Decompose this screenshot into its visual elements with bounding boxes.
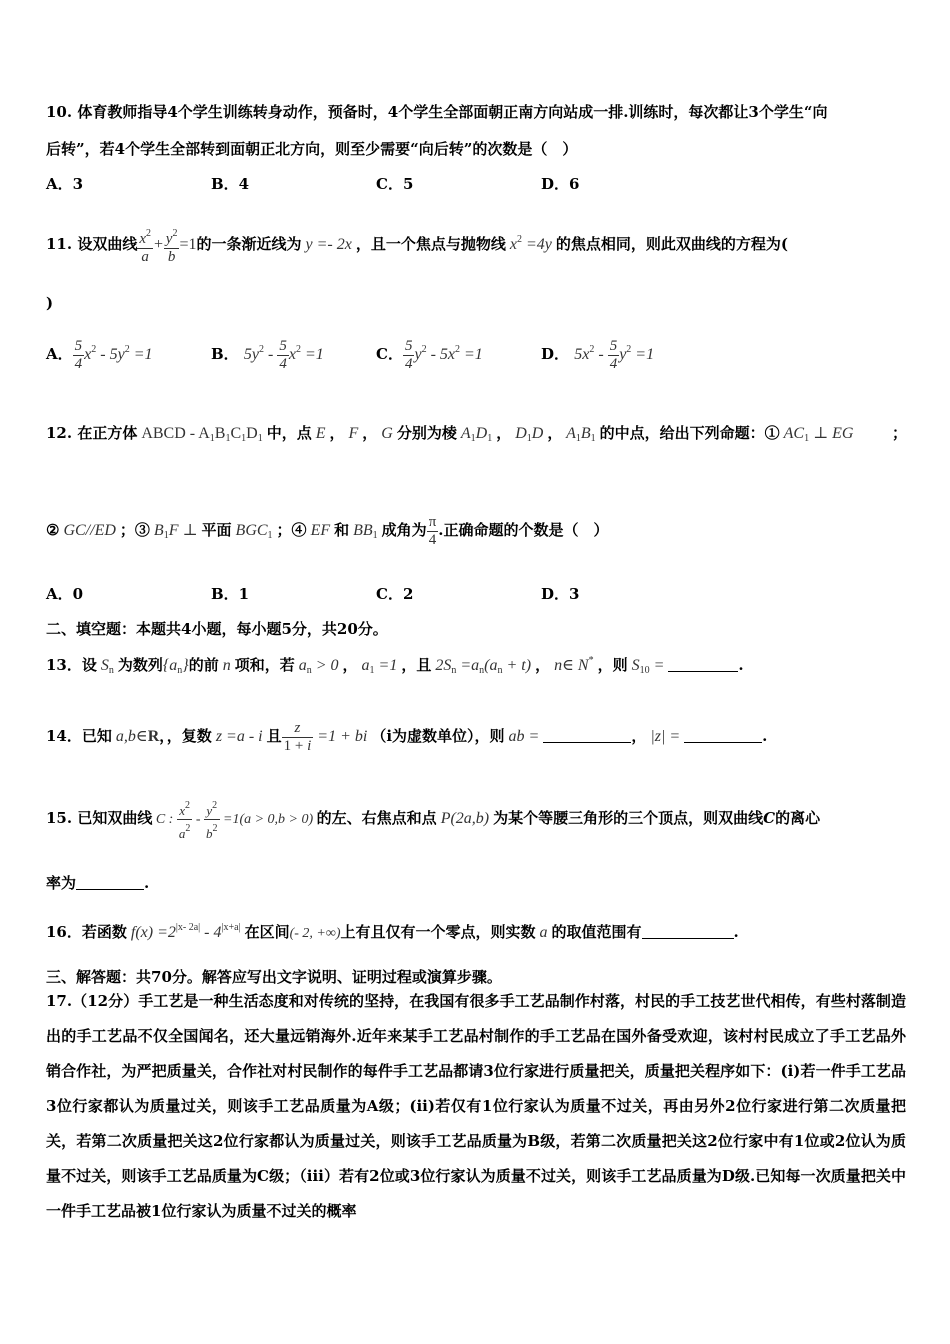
q11-line1: 11. 设双曲线 $\frac{x^2}{a}$ + $\frac{y^2}{b}$ =1的一条渐近线为 y =- 2x ，且一个焦点与抛物线 $x^2 =4y$ 的焦点相同，则此双曲线的方程为(	[46, 216, 788, 269]
q10-line1: 10. 体育教师指导4个学生训练转身动作，预备时，4个学生全部面朝正南方向站成一排.训练时，每次都让3个学生“向	[46, 103, 828, 121]
q10-option-c: C．5	[376, 175, 414, 193]
q15-line1: 15. 已知双曲线 C : $\frac{x^2}{a^2}$ - $\frac{y^2}{b^2}$ =1(a > 0,b > 0) 的左、右焦点和点 P(2a,b) 为某个等腰三角形的三个顶点，则双曲线C的离心	[46, 793, 820, 845]
q11-option-a: A． $\frac{5}{4}$ $x^2 - 5y^2 =1$	[46, 337, 153, 372]
q11-text-3: ，且一个焦点与抛物线	[355, 235, 506, 253]
section-3-heading: 三、解答题：共70分。解答应写出文字说明、证明过程或演算步骤。	[46, 968, 502, 986]
q10-line2: 后转”，若4个学生全部转到面朝正北方向，则至少需要“向后转”的次数是（ ）	[46, 140, 578, 158]
q12-cube: ABCD - $A_1B_1C_1D_1$	[137, 425, 263, 444]
q10-option-d: D．6	[541, 175, 580, 193]
q11-option-c: C． $\frac{5}{4}$ $y^2 - 5x^2 =1$	[376, 337, 483, 372]
q11-text-2: 的一条渐近线为	[196, 235, 302, 253]
q10-option-b: B．4	[211, 175, 250, 193]
q11-asymptote: y =- 2x	[301, 236, 356, 253]
q11-frac-x: $\frac{x^2}{a}$	[137, 225, 153, 266]
q12-option-a: A．0	[46, 585, 84, 603]
q11-frac-y: $\frac{y^2}{b}$	[164, 225, 180, 266]
q13-line: 13．设 $S_n$ 为数列$\{a_n\}$的前 n 项和，若 $a_n > 0$ ， $a_1 =1$ ，且 $2S_n =a_n(a_n + t)$ ， n∈ N* ，则 $S_{10}$ = .	[46, 655, 744, 676]
q14-line: 14．已知 a,b∈R，，复数 z =a - i 且 $\frac{z}{1 + i}$ =1 + bi （i为虚数单位），则 ab = ， |z| = .	[46, 719, 768, 754]
q17-paragraph: 17.（12分）手工艺是一种生活态度和对传统的坚持，在我国有很多手工艺品制作村落，村民的手工技艺世代相传，有些村落制造出的手工艺品不仅全国闻名，还大量远销海外.近年来某手工艺品村制作的手工艺品在国外备受欢迎，该村村民成立了手工艺品外销合作社，为严把质量关，合作社对村民制作的每件手工艺品都请3位行家进行质量把关，质量把关程序如下：(i)若一件手工艺品3位行家都认为质量过关，则该手工艺品质量为A级；(ii)若仅有1位行家认为质量不过关，再由另外2位行家进行第二次质量把关，若第二次质量把关这2位行家都认为质量过关，则该手工艺品质量为B级，若第二次质量把关这2位行家中有1位或2位认为质量不过关，则该手工艺品质量为C级；（iii）若有2位或3位行家认为质量不过关，则该手工艺品质量为D级.已知每一次质量把关中一件手工艺品被1位行家认为质量不过关的概率	[46, 992, 906, 1220]
q16-line: 16．若函数 $f(x) =2^{|x- 2a|} - 4^{|x+a|}$ 在区间(- 2, +∞)上有且仅有一个零点，则实数 a 的取值范围有 .	[46, 922, 739, 941]
q12-option-c: C．2	[376, 585, 414, 603]
q11-text-1: 11. 设双曲线	[46, 235, 138, 253]
q15-line2: 率为 .	[46, 874, 150, 892]
q12-option-d: D．3	[541, 585, 580, 603]
q12-option-b: B．1	[211, 585, 250, 603]
q11-option-b: B． $5y^2$ - $\frac{5}{4}$ $x^2 =1$	[211, 337, 324, 372]
q11-text-4: 的焦点相同，则此双曲线的方程为(	[555, 235, 788, 253]
q11-parabola: $x^2 =4y$	[505, 234, 556, 253]
section-2-heading: 二、填空题：本题共4小题，每小题5分，共20分。	[46, 620, 388, 638]
q10-option-a: A．3	[46, 175, 84, 193]
q12-line2: ② GC//ED ；③ $B_1F$ ⊥ 平面 $BGC_1$ ；④ EF 和 $BB_1$ 成角为 $\frac{\pi}{4}$ .正确命题的个数是（ ）	[46, 513, 609, 548]
q11-close: )	[46, 294, 54, 312]
q11-option-d: D． $5x^2$ - $\frac{5}{4}$ $y^2 =1$	[541, 337, 655, 372]
q12-line1: 12. 在正方体 ABCD - $A_1B_1C_1D_1$ 中，点 E ， F ， G 分别为棱 $A_1D_1$ ， $D_1D$ ， $A_1B_1$ 的中点，给出下列命题：① $AC_1$ ⊥ EG ；	[46, 424, 908, 444]
